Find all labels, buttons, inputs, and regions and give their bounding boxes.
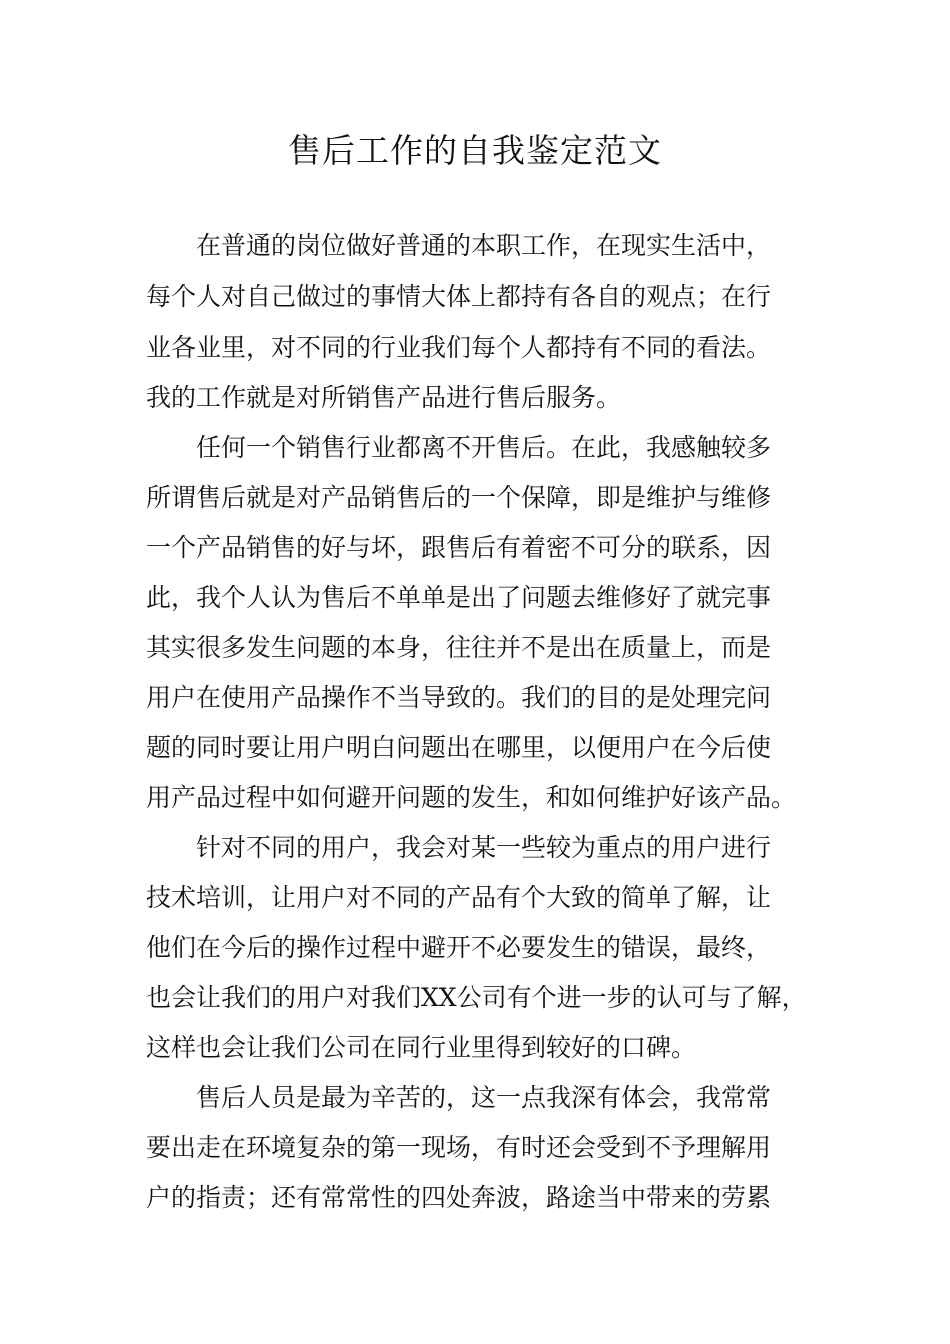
text-line: 技术培训，让用户对不同的产品有个大致的简单了解，让 bbox=[146, 883, 772, 912]
text-line: 用产品过程中如何避开问题的发生，和如何维护好该产品。 bbox=[146, 783, 797, 812]
text-line: 任何一个销售行业都离不开售后。在此，我感触较多 bbox=[196, 433, 772, 462]
text-line: 其实很多发生问题的本身，往往并不是出在质量上，而是 bbox=[146, 633, 772, 662]
text-line: 户的指责；还有常常性的四处奔波，路途当中带来的劳累 bbox=[146, 1183, 772, 1212]
text-line: 业各业里，对不同的行业我们每个人都持有不同的看法。 bbox=[146, 333, 772, 362]
text-line: 针对不同的用户，我会对某一些较为重点的用户进行 bbox=[196, 833, 772, 862]
text-line: 这样也会让我们公司在同行业里得到较好的口碑。 bbox=[146, 1033, 697, 1062]
text-line: 要出走在环境复杂的第一现场，有时还会受到不予理解用 bbox=[146, 1133, 772, 1162]
text-line: 也会让我们的用户对我们XX公司有个进一步的认可与了解， bbox=[146, 983, 807, 1012]
text-line: 题的同时要让用户明白问题出在哪里，以便用户在今后使 bbox=[146, 733, 772, 762]
text-line: 用户在使用产品操作不当导致的。我们的目的是处理完问 bbox=[146, 683, 772, 712]
text-line: 一个产品销售的好与坏，跟售后有着密不可分的联系，因 bbox=[146, 533, 772, 562]
text-line: 在普通的岗位做好普通的本职工作，在现实生活中， bbox=[196, 231, 772, 260]
text-line: 他们在今后的操作过程中避开不必要发生的错误，最终， bbox=[146, 933, 772, 962]
text-line: 此，我个人认为售后不单单是出了问题去维修好了就完事 bbox=[146, 583, 772, 612]
text-line: 所谓售后就是对产品销售后的一个保障，即是维护与维修 bbox=[146, 483, 772, 512]
text-line: 每个人对自己做过的事情大体上都持有各自的观点；在行 bbox=[146, 282, 772, 311]
document-title: 售后工作的自我鉴定范文 bbox=[288, 131, 662, 170]
text-line: 我的工作就是对所销售产品进行售后服务。 bbox=[146, 383, 622, 412]
text-line: 售后人员是最为辛苦的，这一点我深有体会，我常常 bbox=[196, 1083, 772, 1112]
